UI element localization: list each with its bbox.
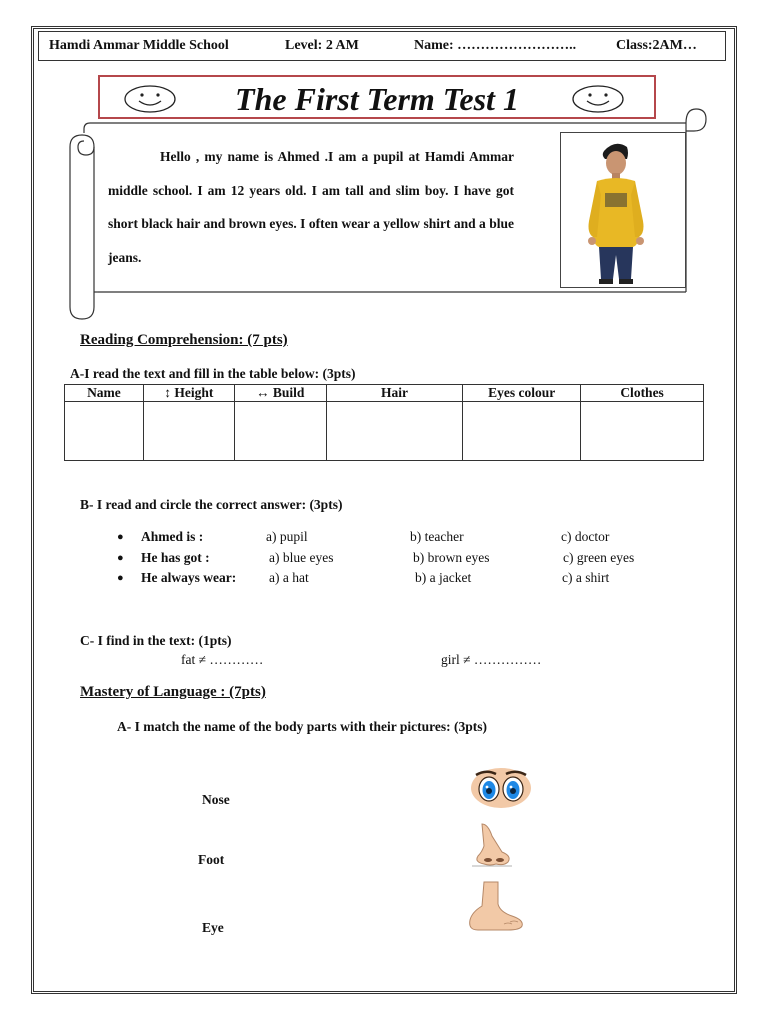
class-label: Class:2AM… [616,38,697,53]
mc-stem: Ahmed is : [141,529,204,544]
mc-option[interactable]: b) teacher [410,529,464,544]
mc-option[interactable]: a) a hat [269,570,309,585]
answer-cell-height[interactable] [143,402,234,461]
language-heading: Mastery of Language : (7pts) [80,684,266,700]
table-header: Eyes colour [463,385,581,402]
table-header-row [65,385,704,402]
mc-option[interactable]: b) brown eyes [413,550,490,565]
story-text: Hello , my name is Ahmed .I am a pupil at Hamdi Ammar middle school. I am 12 years old. I am tall and slim boy. I have got short black hair and brown eyes. I often wear a yellow shirt and a blue jeans. [108,149,514,265]
bullet-icon: ● [117,552,124,564]
name-field: Name: …………………….. [414,38,577,53]
school-name: Hamdi Ammar Middle School [49,38,229,53]
page-title: The First Term Test 1 [235,81,519,117]
table-header: Hair [326,385,463,402]
header-bar [38,31,726,61]
answer-cell-build[interactable] [234,402,326,461]
opposite-blank-2[interactable]: girl ≠ …………… [441,652,542,667]
foot-picture[interactable] [464,880,526,932]
mc-option[interactable]: c) a shirt [562,570,610,585]
table-answer-row [65,402,704,461]
answer-cell-eyes[interactable] [463,402,581,461]
answer-cell-clothes[interactable] [581,402,704,461]
eyes-picture[interactable] [470,766,532,810]
table-header: Clothes [581,385,704,402]
word-foot[interactable]: Foot [198,852,225,867]
mc-option[interactable]: c) doctor [561,529,610,544]
part-c-instruction: C- I find in the text: (1pts) [80,633,232,648]
language-part-a-instruction: A- I match the name of the body parts with their pictures: (3pts) [117,719,487,734]
nose-picture[interactable] [468,822,516,868]
table-header: ↔ Build [234,385,326,402]
table-header: Name [65,385,144,402]
mc-option[interactable]: c) green eyes [563,550,635,565]
mc-option[interactable]: a) pupil [266,529,308,544]
mc-option[interactable]: b) a jacket [415,570,472,585]
bullet-icon: ● [117,572,124,584]
word-eye[interactable]: Eye [202,920,224,935]
mc-option[interactable]: a) blue eyes [269,550,334,565]
bullet-icon: ● [117,531,124,543]
table-header: ↕ Height [143,385,234,402]
mc-stem: He has got : [141,550,210,565]
fill-table [64,384,704,461]
boy-photo [560,132,686,288]
opposite-blank-1[interactable]: fat ≠ ………… [181,652,264,667]
level-label: Level: 2 AM [285,38,359,53]
part-b-instruction: B- I read and circle the correct answer: (3pts) [80,497,343,512]
word-nose[interactable]: Nose [202,792,230,807]
part-a-instruction: A-I read the text and fill in the table below: (3pts) [70,366,356,381]
mc-stem: He always wear: [141,570,237,585]
answer-cell-hair[interactable] [326,402,463,461]
reading-heading: Reading Comprehension: (7 pts) [80,332,288,348]
answer-cell-name[interactable] [65,402,144,461]
